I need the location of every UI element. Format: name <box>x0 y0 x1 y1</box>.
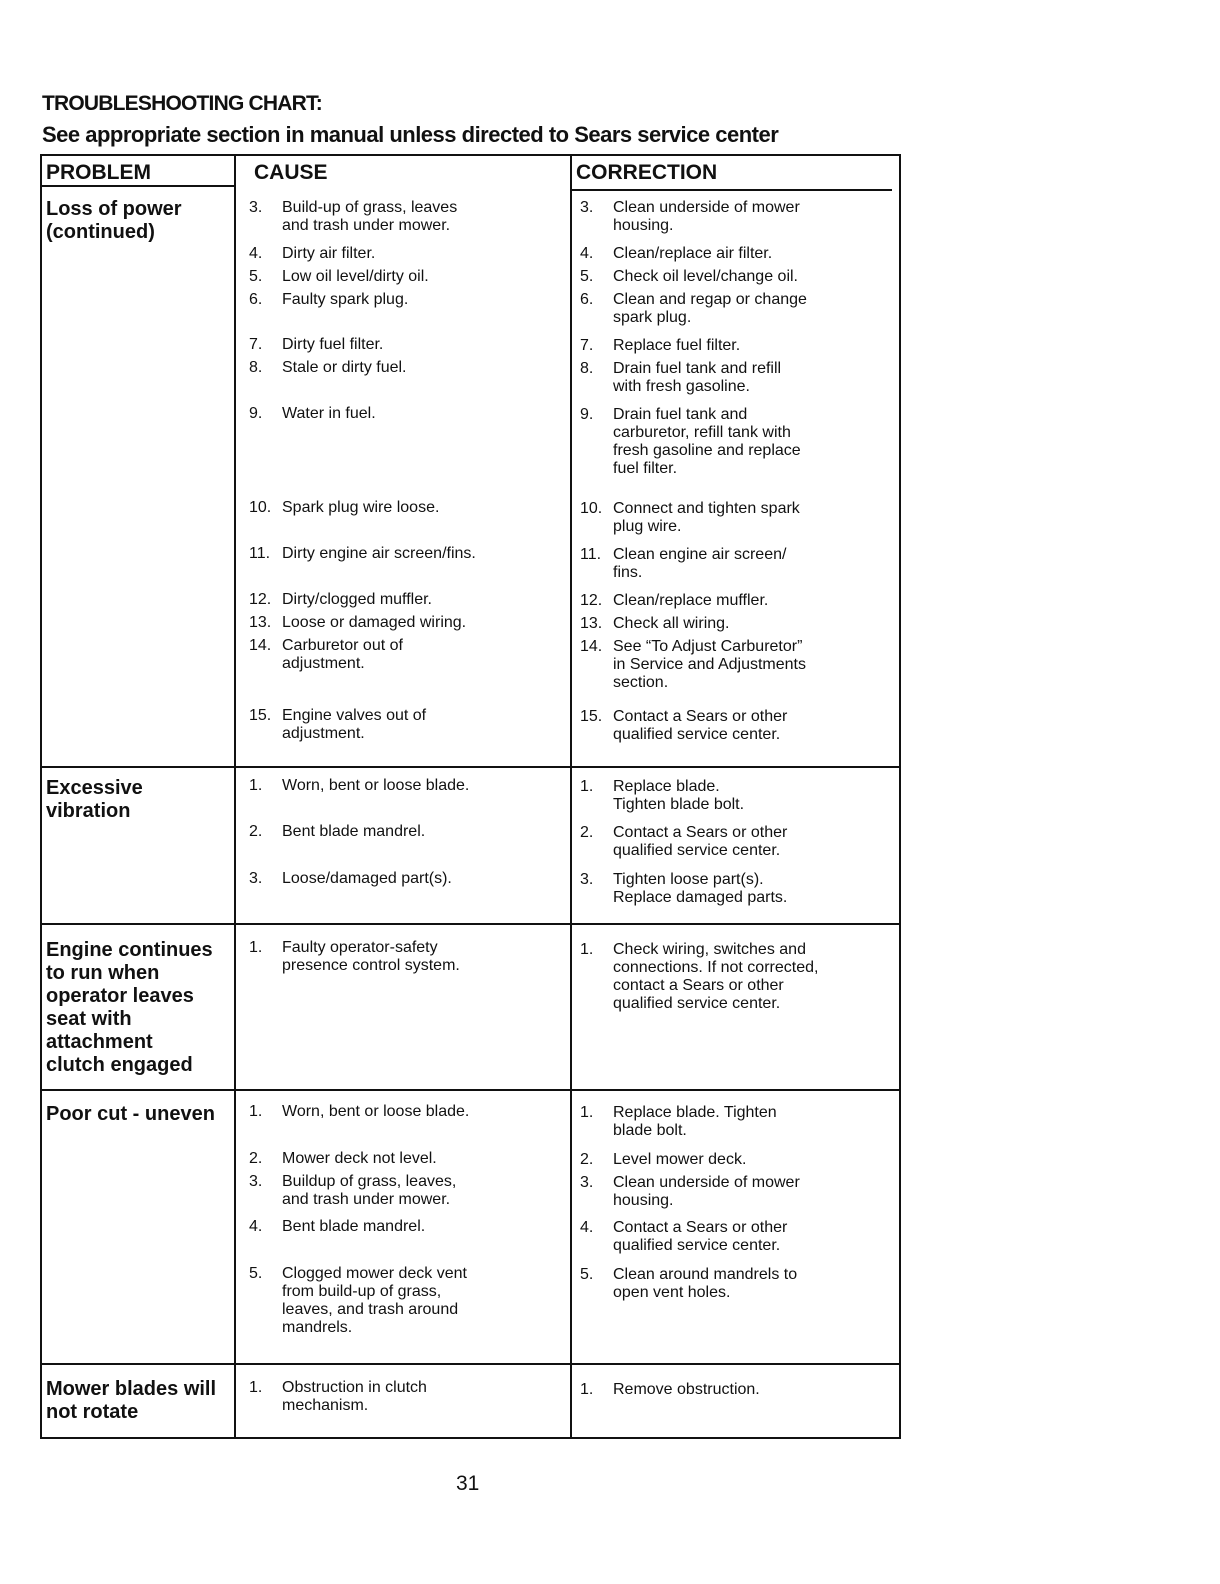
item-number: 11. <box>580 546 602 563</box>
item-number: 4. <box>249 1218 263 1235</box>
cause-item <box>249 545 569 563</box>
column-divider <box>570 156 572 1437</box>
correction-item <box>580 615 898 633</box>
item-text: Stale or dirty fuel. <box>282 359 407 376</box>
item-number: 9. <box>249 405 263 422</box>
correction-item <box>580 941 898 1013</box>
row-divider <box>42 1089 899 1091</box>
item-number: 14. <box>249 637 272 654</box>
item-text: See “To Adjust Carburetor” in Service and Adjustments section. <box>613 638 806 691</box>
header-cause: CAUSE <box>254 161 328 184</box>
header-underline <box>42 185 234 187</box>
problem-engine-continues: Engine continues to run when operator leaves seat with attachment clutch engaged <box>46 939 213 1076</box>
item-text: Contact a Sears or other qualified service center. <box>613 1219 788 1254</box>
cause-item <box>249 268 569 286</box>
item-number: 3. <box>249 199 263 216</box>
item-text: Worn, bent or loose blade. <box>282 777 470 794</box>
troubleshooting-table <box>40 154 901 1439</box>
item-number: 7. <box>580 337 594 354</box>
cause-item <box>249 359 569 377</box>
item-number: 8. <box>249 359 263 376</box>
item-text: Level mower deck. <box>613 1151 747 1168</box>
problem-mower-blades-not-rotate: Mower blades will not rotate <box>46 1378 217 1423</box>
header-problem: PROBLEM <box>46 161 151 184</box>
cause-item <box>249 939 569 975</box>
item-number: 3. <box>580 871 594 888</box>
cause-item <box>249 1103 569 1121</box>
item-text: Clean around mandrels to open vent holes. <box>613 1266 798 1301</box>
item-text: Water in fuel. <box>282 405 376 422</box>
correction-item <box>580 245 898 263</box>
item-text: Clean/replace air filter. <box>613 245 773 262</box>
cause-item <box>249 614 569 632</box>
item-number: 6. <box>580 291 594 308</box>
cause-item <box>249 291 569 309</box>
item-number: 15. <box>580 708 603 725</box>
item-text: Check oil level/change oil. <box>613 268 798 285</box>
item-text: Clean underside of mower housing. <box>613 199 800 234</box>
item-number: 3. <box>249 1173 263 1190</box>
cause-item <box>249 1150 569 1168</box>
row-divider <box>42 1363 899 1365</box>
item-number: 4. <box>249 245 263 262</box>
item-text: Clogged mower deck vent from build-up of grass, leaves, and trash around mandrels. <box>282 1265 467 1336</box>
item-text: Replace blade. Tighten blade bolt. <box>613 778 745 813</box>
item-text: Dirty fuel filter. <box>282 336 384 353</box>
item-text: Loose or damaged wiring. <box>282 614 467 631</box>
cause-item <box>249 1218 569 1236</box>
item-text: Carburetor out of adjustment. <box>282 637 403 672</box>
correction-item <box>580 291 898 327</box>
item-text: Clean and regap or change spark plug. <box>613 291 807 326</box>
cause-item <box>249 637 569 673</box>
cause-item <box>249 499 569 517</box>
cause-item <box>249 1173 569 1209</box>
correction-item <box>580 337 898 355</box>
cause-item <box>249 199 569 235</box>
item-number: 14. <box>580 638 603 655</box>
cause-item <box>249 245 569 263</box>
item-number: 13. <box>580 615 603 632</box>
correction-item <box>580 708 898 744</box>
cause-item <box>249 707 569 743</box>
item-text: Low oil level/dirty oil. <box>282 268 429 285</box>
item-number: 4. <box>580 245 594 262</box>
item-text: Contact a Sears or other qualified service center. <box>613 708 788 743</box>
item-text: Mower deck not level. <box>282 1150 437 1167</box>
item-text: Faulty spark plug. <box>282 291 409 308</box>
item-number: 2. <box>580 1151 594 1168</box>
row-divider <box>42 923 899 925</box>
correction-item <box>580 1104 898 1140</box>
item-text: Bent blade mandrel. <box>282 1218 426 1235</box>
correction-item <box>580 360 898 396</box>
item-number: 7. <box>249 336 263 353</box>
item-text: Faulty operator-safety presence control system. <box>282 939 460 974</box>
item-text: Worn, bent or loose blade. <box>282 1103 470 1120</box>
item-text: Dirty air filter. <box>282 245 376 262</box>
item-text: Drain fuel tank and refill with fresh gasoline. <box>613 360 782 395</box>
cause-item <box>249 823 569 841</box>
item-number: 2. <box>249 1150 263 1167</box>
correction-item <box>580 268 898 286</box>
item-number: 1. <box>580 778 594 795</box>
item-text: Build-up of grass, leaves and trash under mower. <box>282 199 458 234</box>
item-number: 10. <box>249 499 272 516</box>
item-number: 1. <box>249 1103 263 1120</box>
item-number: 4. <box>580 1219 594 1236</box>
correction-item <box>580 406 898 478</box>
correction-item <box>580 778 898 814</box>
correction-item <box>580 546 898 582</box>
item-number: 12. <box>249 591 272 608</box>
header-correction: CORRECTION <box>576 161 718 184</box>
item-text: Bent blade mandrel. <box>282 823 426 840</box>
item-number: 12. <box>580 592 603 609</box>
correction-item <box>580 199 898 235</box>
item-number: 2. <box>249 823 263 840</box>
item-text: Spark plug wire loose. <box>282 499 440 516</box>
item-number: 1. <box>580 1104 594 1121</box>
item-text: Loose/damaged part(s). <box>282 870 452 887</box>
chart-title: TROUBLESHOOTING CHART: <box>42 92 322 115</box>
problem-loss-of-power: Loss of power (continued) <box>46 198 182 243</box>
item-text: Buildup of grass, leaves, and trash under mower. <box>282 1173 457 1208</box>
item-text: Replace fuel filter. <box>613 337 741 354</box>
item-number: 1. <box>249 1379 263 1396</box>
item-number: 5. <box>249 1265 263 1282</box>
item-number: 10. <box>580 500 603 517</box>
item-text: Contact a Sears or other qualified service center. <box>613 824 788 859</box>
item-number: 8. <box>580 360 594 377</box>
item-number: 3. <box>249 870 263 887</box>
problem-excessive-vibration: Excessive vibration <box>46 777 143 822</box>
item-number: 9. <box>580 406 594 423</box>
item-text: Drain fuel tank and carburetor, refill tank with fresh gasoline and replace fuel filter. <box>613 406 801 477</box>
item-number: 6. <box>249 291 263 308</box>
item-number: 2. <box>580 824 594 841</box>
correction-item <box>580 1219 898 1255</box>
cause-item <box>249 870 569 888</box>
correction-item <box>580 638 898 692</box>
item-number: 5. <box>580 1266 594 1283</box>
correction-item <box>580 871 898 907</box>
item-number: 13. <box>249 614 272 631</box>
item-number: 5. <box>580 268 594 285</box>
item-number: 1. <box>580 941 594 958</box>
cause-item <box>249 336 569 354</box>
cause-item <box>249 1265 569 1337</box>
item-number: 15. <box>249 707 272 724</box>
item-text: Clean engine air screen/ fins. <box>613 546 787 581</box>
correction-item <box>580 1151 898 1169</box>
cause-item <box>249 777 569 795</box>
item-text: Replace blade. Tighten blade bolt. <box>613 1104 777 1139</box>
item-text: Engine valves out of adjustment. <box>282 707 427 742</box>
chart-subtitle: See appropriate section in manual unless directed to Sears service center <box>42 122 779 147</box>
item-text: Connect and tighten spark plug wire. <box>613 500 800 535</box>
correction-item <box>580 1174 898 1210</box>
item-number: 1. <box>249 939 263 956</box>
item-text: Obstruction in clutch mechanism. <box>282 1379 427 1414</box>
correction-item <box>580 500 898 536</box>
item-text: Check all wiring. <box>613 615 730 632</box>
problem-poor-cut-uneven: Poor cut - uneven <box>46 1103 215 1125</box>
cause-item <box>249 1379 569 1415</box>
item-number: 3. <box>580 199 594 216</box>
cause-item <box>249 405 569 423</box>
item-text: Dirty/clogged muffler. <box>282 591 432 608</box>
item-number: 1. <box>249 777 263 794</box>
item-text: Clean/replace muffler. <box>613 592 769 609</box>
item-text: Remove obstruction. <box>613 1381 760 1398</box>
correction-item <box>580 1381 898 1399</box>
cause-item <box>249 591 569 609</box>
item-number: 1. <box>580 1381 594 1398</box>
page-number: 31 <box>456 1472 480 1495</box>
item-text: Clean underside of mower housing. <box>613 1174 800 1209</box>
item-text: Check wiring, switches and connections. If not corrected, contact a Sears or other qualified service center. <box>613 941 819 1012</box>
item-number: 5. <box>249 268 263 285</box>
correction-item <box>580 1266 898 1302</box>
row-divider <box>42 766 899 768</box>
item-number: 11. <box>249 545 271 562</box>
correction-item <box>580 824 898 860</box>
correction-item <box>580 592 898 610</box>
item-number: 3. <box>580 1174 594 1191</box>
item-text: Tighten loose part(s). Replace damaged parts. <box>613 871 788 906</box>
item-text: Dirty engine air screen/fins. <box>282 545 476 562</box>
header-underline <box>570 189 892 191</box>
